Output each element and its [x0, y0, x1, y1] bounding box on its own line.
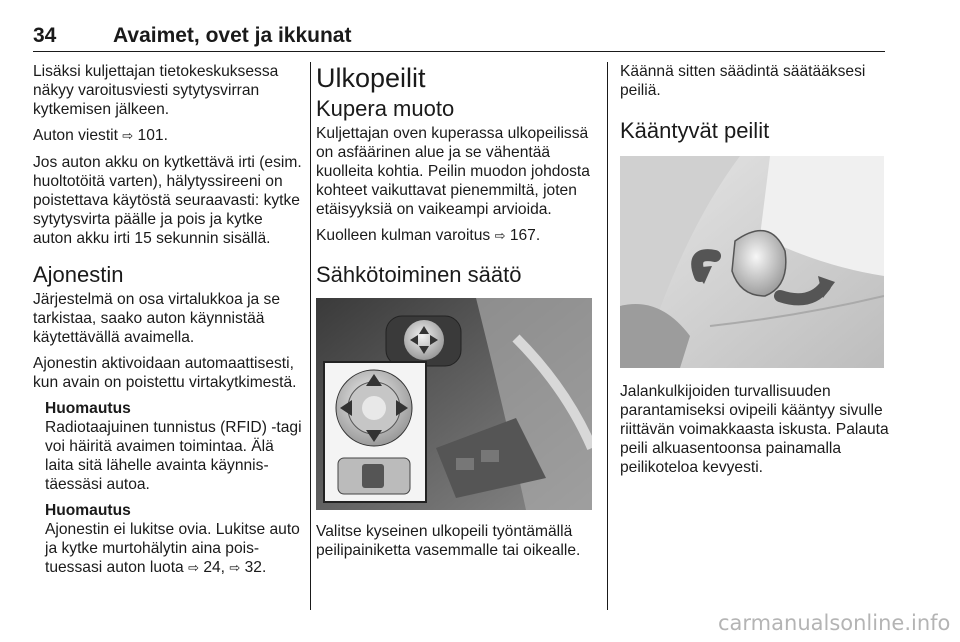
page-reference-link[interactable]: 167.: [509, 227, 541, 244]
header-divider: [33, 51, 885, 52]
paragraph-with-reference: Auton viestit ⇨ 101.: [33, 127, 168, 144]
page-reference-icon: ⇨: [494, 229, 506, 244]
column-middle: [316, 62, 599, 567]
note-title: Huomautus: [45, 502, 131, 519]
section-heading: Kääntyvät peilit: [620, 118, 770, 143]
paragraph: Kuljettajan oven kuperassa ulkopeilissä on asfäärinen alue ja se vähentää kuolleita kohtia. Peilin muodon johdosta kohteet vaikuttavat pienemmiltä, joten etäisyyksiä on vaikeampi arvioida.: [316, 125, 590, 218]
watermark-brand: carmanualsonline.info: [718, 611, 951, 635]
page-number: 34: [33, 24, 57, 47]
chapter-heading: Ulkopeilit: [316, 63, 426, 93]
folding-mirror-diagram: [620, 156, 884, 368]
section-heading: Kupera muoto: [316, 96, 455, 121]
section-title: Avaimet, ovet ja ikkunat: [113, 24, 352, 47]
paragraph: Jos auton akku on kytkettävä irti (esim. huoltotöitä varten), hälytyssireeni on poistettava käytöstä seuraavasti: kytke sytytysvirta päälle ja pois ja kytke auton akku irti 15 sekunnin sisällä.: [33, 154, 302, 247]
page-reference-icon: ⇨: [188, 561, 199, 576]
paragraph: Käännä sitten säädintä säätääksesi peiliä.: [620, 63, 866, 99]
column-right: [620, 62, 892, 484]
note-text: Radiotaajuinen tunnistus (RFID) -tagi voi häiritä avaimen toimintaa. Älä laita sitä lähelle avainta käynnistäessäsi autoa.: [45, 419, 302, 493]
folding-mirror-illustration: [620, 156, 884, 368]
note-text: Ajonestin ei lukitse ovia. Lukitse auto ja kytke murtohälytin aina poistuessasi auton luota ⇨ 24, ⇨ 32.: [45, 521, 300, 576]
paragraph: Jalankulkijoiden turvallisuuden parantamiseksi ovipeili kääntyy sivulle riittävän voimakkaasta iskusta. Palauta peili alkuasentoonsa painamalla peilikoteloa kevyesti.: [620, 383, 889, 476]
page-reference-icon: ⇨: [122, 129, 134, 144]
page-reference-link[interactable]: 32.: [244, 559, 267, 576]
paragraph: Lisäksi kuljettajan tietokeskuksessa näkyy varoitusviesti sytytysvirran kytkemisen jälkeen.: [33, 63, 279, 118]
column-divider-2: [607, 62, 608, 610]
figure-caption: Valitse kyseinen ulkopeili työntämällä peilipainiketta vasemmalle tai oikealle.: [316, 523, 581, 559]
page-header: [33, 24, 885, 54]
note-title: Huomautus: [45, 400, 131, 417]
page-reference-link[interactable]: 24,: [203, 559, 225, 576]
note-box: [33, 399, 303, 494]
column-divider-1: [310, 62, 311, 610]
mirror-control-illustration: [316, 298, 592, 510]
page-reference-link[interactable]: 101.: [137, 127, 168, 144]
note-box: [33, 501, 303, 578]
paragraph-with-reference: Kuolleen kulman varoitus ⇨ 167.: [316, 227, 541, 244]
mirror-switch-diagram: [316, 298, 592, 510]
paragraph: Ajonestin aktivoidaan automaattisesti, kun avain on poistettu virtakytkimestä.: [33, 355, 297, 391]
column-left: [33, 62, 303, 585]
paragraph: Järjestelmä on osa virtalukkoa ja se tarkistaa, saako auton käynnistää käytettävällä avaimella.: [33, 291, 281, 346]
section-heading: Ajonestin: [33, 262, 124, 287]
page-reference-icon: ⇨: [229, 561, 241, 576]
section-heading: Sähkötoiminen säätö: [316, 262, 522, 287]
